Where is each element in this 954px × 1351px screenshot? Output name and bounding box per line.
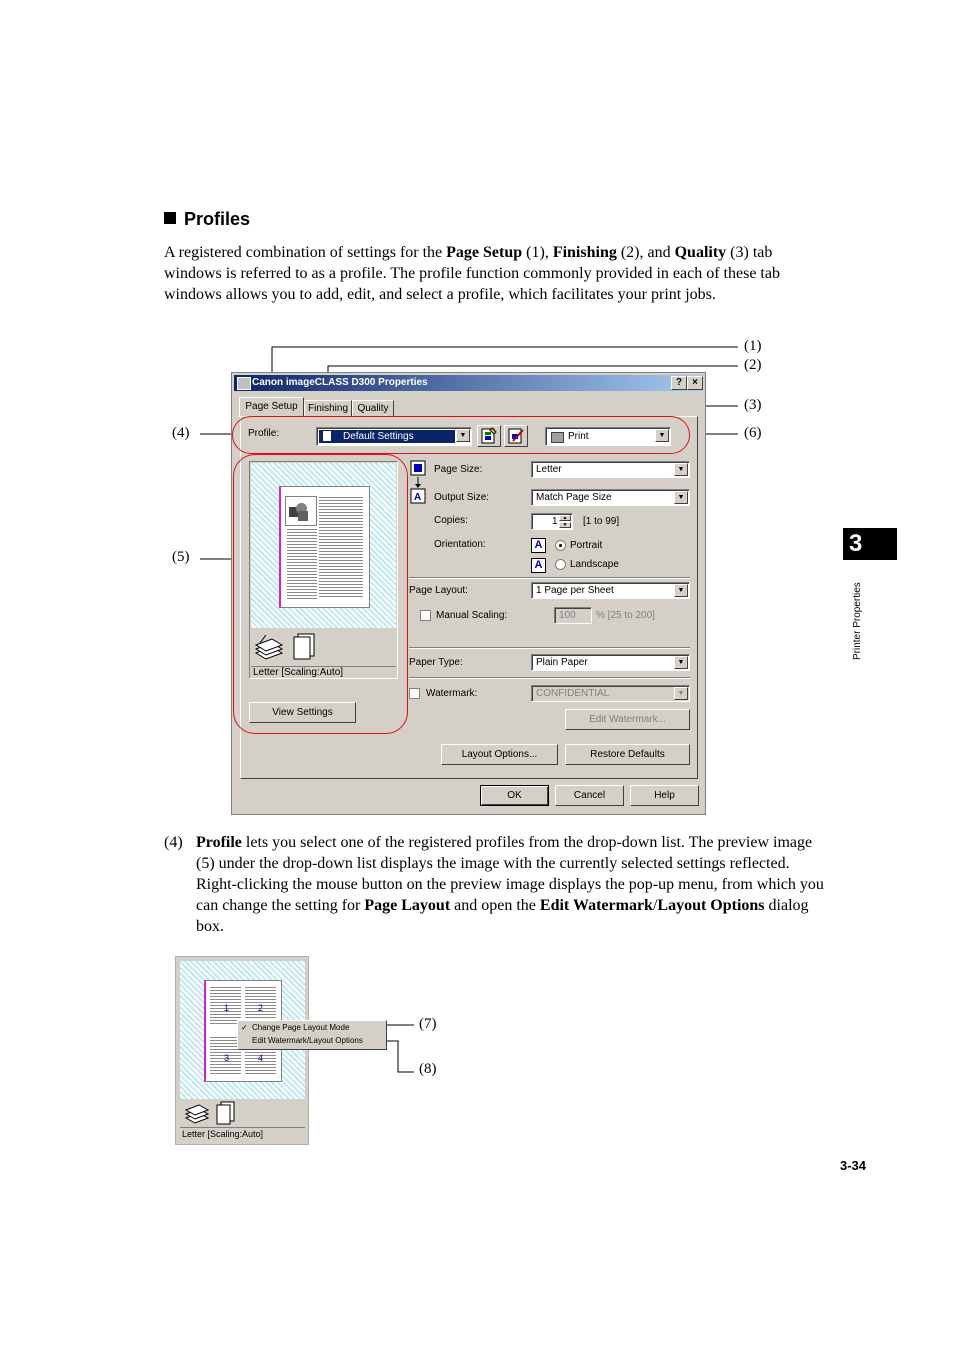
copies-label: Copies: — [434, 515, 468, 526]
check-icon: ✓ — [241, 1023, 248, 1032]
manual-scaling-label[interactable]: Manual Scaling: — [436, 610, 508, 621]
portrait-icon: A — [531, 538, 546, 553]
svg-text:A: A — [414, 492, 422, 503]
page-size-icon — [409, 460, 429, 506]
chapter-tab: 3 — [843, 528, 897, 560]
edit-watermark-button[interactable]: Edit Watermark... — [565, 709, 690, 730]
paper-type-label: Paper Type: — [409, 657, 463, 668]
layout-page-2: 2 — [258, 1003, 264, 1013]
page-size-dropdown[interactable]: Letter ▼ — [531, 461, 690, 478]
page-layout-dropdown[interactable]: 1 Page per Sheet ▼ — [531, 582, 690, 599]
separator — [409, 677, 690, 679]
chevron-down-icon[interactable]: ▼ — [674, 687, 688, 700]
menu-change-page-layout-mode[interactable]: Change Page Layout Mode — [252, 1023, 350, 1032]
chevron-down-icon[interactable]: ▼ — [674, 584, 688, 597]
preview-highlight-ring — [233, 454, 408, 734]
callout-3: (3) — [744, 397, 762, 413]
chevron-down-icon[interactable]: ▼ — [655, 429, 669, 442]
close-button[interactable]: × — [687, 376, 703, 390]
watermark-dropdown[interactable]: CONFIDENTIAL ▼ — [531, 685, 690, 702]
intro-paragraph: A registered combination of settings for the Page Setup (1), Finishing (2), and Quality (3) tab windows is referred to as a profile. The profile function commonly provided in each of these tab windows allows you to add, edit, and select a profile, which facilitates your print jobs. — [164, 244, 780, 303]
manual-scaling-checkbox[interactable] — [420, 610, 431, 621]
dialog-titlebar[interactable] — [234, 375, 703, 391]
landscape-icon: A — [531, 558, 546, 573]
chevron-down-icon[interactable]: ▼ — [674, 491, 688, 504]
separator — [409, 577, 690, 579]
callout-1: (1) — [744, 338, 762, 354]
printer-icon — [237, 377, 251, 390]
profile-description: (4) Profile lets you select one of the registered profiles from the drop-down list. The preview image (5) under the drop-down list displays the image with the currently selected settings reflected. Right-clicking the mouse button on the preview image displays the pop-up menu, from which you can change the setting for Page Layout and open the Edit Watermark/Layout Options dialog box. — [164, 834, 824, 935]
tab-page-setup[interactable]: Page Setup — [239, 397, 304, 417]
landscape-label[interactable]: Landscape — [570, 559, 619, 570]
ok-button[interactable]: OK — [480, 785, 549, 806]
tab-quality[interactable]: Quality — [352, 400, 394, 417]
help-button[interactable]: Help — [630, 785, 699, 806]
output-method-dropdown[interactable]: Print ▼ — [545, 427, 671, 446]
callout-2: (2) — [744, 357, 762, 373]
callout-5: (5) — [172, 549, 190, 565]
page-size-label: Page Size: — [434, 464, 483, 475]
profile-label: Profile: — [248, 428, 280, 439]
spin-down-icon[interactable]: ▼ — [559, 522, 571, 528]
section-heading: Profiles — [164, 209, 250, 230]
cancel-button[interactable]: Cancel — [555, 785, 624, 806]
spin-up-icon[interactable]: ▲ — [559, 515, 571, 521]
separator — [409, 647, 690, 649]
copies-spinner[interactable]: 1 ▲ ▼ — [531, 513, 573, 530]
context-menu — [237, 1020, 387, 1050]
restore-defaults-button[interactable]: Restore Defaults — [565, 744, 690, 765]
output-size-label: Output Size: — [434, 492, 490, 503]
chapter-label: Printer Properties — [852, 582, 863, 660]
page-layout-label: Page Layout: — [409, 585, 468, 596]
dialog-title: Canon imageCLASS D300 Properties — [252, 377, 428, 388]
copies-range: [1 to 99] — [583, 516, 620, 527]
chevron-down-icon[interactable]: ▼ — [456, 429, 470, 442]
callout-6: (6) — [744, 425, 762, 441]
layout-page-1: 1 — [224, 1003, 230, 1013]
tab-finishing[interactable]: Finishing — [304, 400, 352, 417]
orientation-label: Orientation: — [434, 539, 486, 550]
profile-highlight-ring — [232, 416, 690, 454]
chevron-down-icon[interactable]: ▼ — [674, 463, 688, 476]
popup-preview-figure — [175, 956, 363, 1145]
page-number: 3-34 — [840, 1158, 867, 1173]
callout-4: (4) — [172, 425, 190, 441]
watermark-label[interactable]: Watermark: — [426, 688, 478, 699]
scaling-spinner[interactable]: 100 — [554, 607, 592, 624]
landscape-radio[interactable] — [555, 559, 566, 570]
portrait-label[interactable]: Portrait — [570, 540, 603, 551]
layout-page-4: 4 — [258, 1053, 264, 1063]
profile-dropdown[interactable]: Default Settings ▼ — [316, 427, 472, 446]
view-settings-button[interactable]: View Settings — [249, 702, 356, 723]
chevron-down-icon[interactable]: ▼ — [674, 656, 688, 669]
watermark-checkbox[interactable] — [409, 688, 420, 699]
scaling-range: % [25 to 200] — [596, 610, 655, 621]
popup-preview-caption: Letter [Scaling:Auto] — [182, 1129, 264, 1139]
portrait-radio[interactable] — [555, 540, 566, 551]
paper-type-dropdown[interactable]: Plain Paper ▼ — [531, 654, 690, 671]
menu-edit-watermark-layout-options[interactable]: Edit Watermark/Layout Options — [252, 1036, 363, 1045]
callout-7: (7) — [419, 1016, 437, 1032]
help-question-button[interactable]: ? — [671, 376, 687, 390]
copies-icon — [214, 1100, 238, 1126]
preview-caption: Letter [Scaling:Auto] — [253, 667, 344, 678]
layout-page-3: 3 — [224, 1053, 230, 1063]
paper-stack-icon — [184, 1101, 210, 1125]
layout-options-button[interactable]: Layout Options... — [441, 744, 558, 765]
callout-8: (8) — [419, 1061, 437, 1077]
output-size-dropdown[interactable]: Match Page Size ▼ — [531, 489, 690, 506]
